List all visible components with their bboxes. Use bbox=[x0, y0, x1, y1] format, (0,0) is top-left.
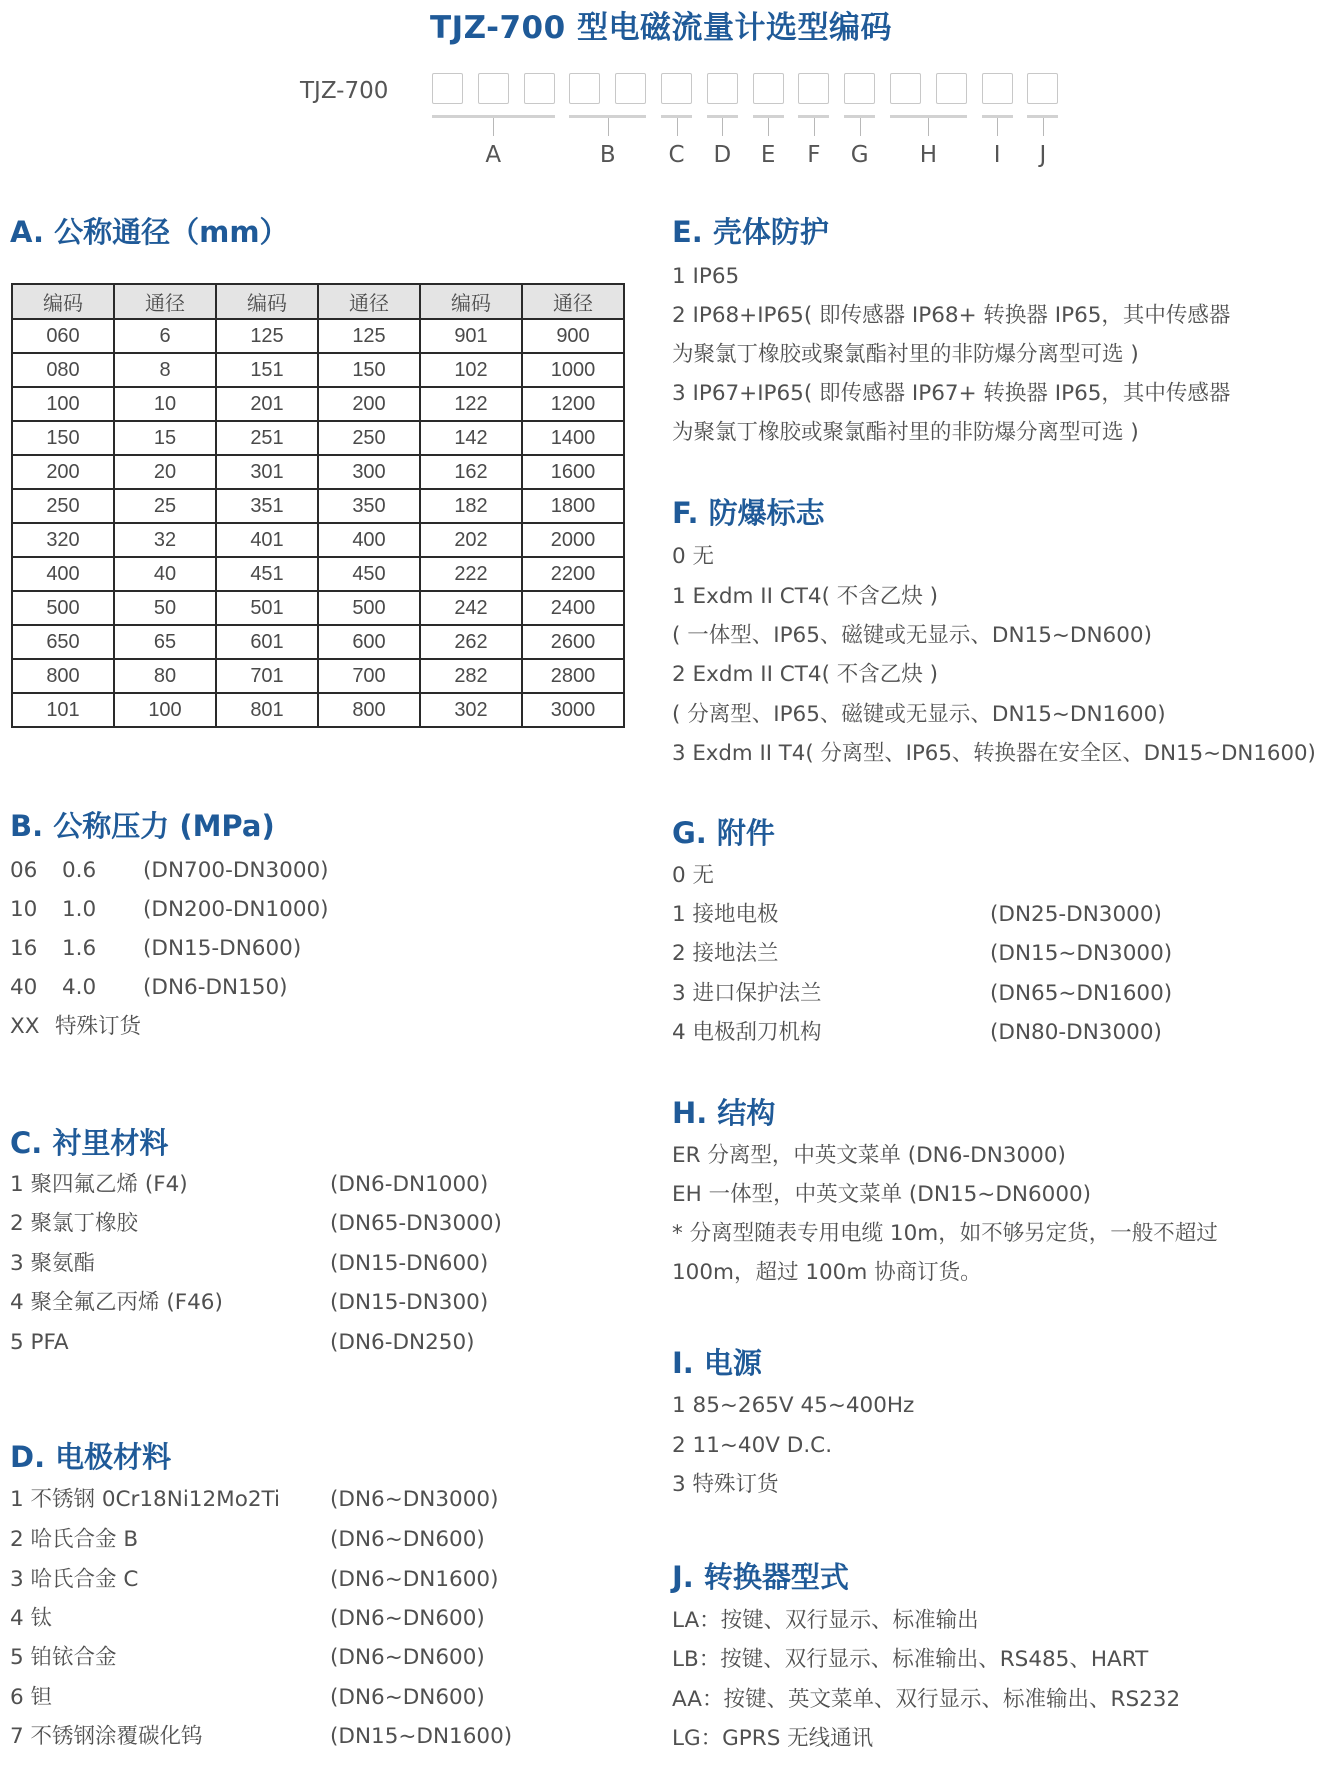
electrode-material: 7 不锈钢涂覆碳化钨 bbox=[10, 1724, 203, 1749]
electrode-range: (DN6~DN600) bbox=[330, 1527, 485, 1552]
table-row bbox=[12, 489, 624, 523]
table-cell: 40 bbox=[114, 557, 216, 591]
explosion-proof-item: 3 Exdm II T4( 分离型、IP65、转换器在安全区、DN15~DN1600) bbox=[672, 741, 1316, 766]
section-c-heading: C. 衬里材料 bbox=[10, 1126, 169, 1160]
table-cell: 1200 bbox=[522, 387, 624, 421]
code-box bbox=[844, 73, 875, 104]
group-tick bbox=[677, 118, 678, 136]
group-letter-a: A bbox=[485, 142, 502, 168]
table-cell: 100 bbox=[12, 387, 114, 421]
table-cell: 302 bbox=[420, 693, 522, 727]
table-cell: 080 bbox=[12, 353, 114, 387]
power-item: 1 85~265V 45~400Hz bbox=[672, 1393, 915, 1418]
table-cell: 101 bbox=[12, 693, 114, 727]
table-row bbox=[12, 591, 624, 625]
column-header: 通径 bbox=[318, 284, 420, 319]
accessory-item: 0 无 bbox=[672, 863, 715, 888]
table-cell: 2800 bbox=[522, 659, 624, 693]
converter-item: LB：按键、双行显示、标准输出、RS485、HART bbox=[672, 1647, 1149, 1672]
column-header: 通径 bbox=[522, 284, 624, 319]
pressure-code: 06 bbox=[10, 858, 38, 883]
section-a-heading: A. 公称通径（mm） bbox=[10, 215, 289, 249]
explosion-proof-item: 0 无 bbox=[672, 544, 715, 569]
lining-range: (DN6-DN1000) bbox=[330, 1172, 489, 1197]
table-cell: 1800 bbox=[522, 489, 624, 523]
table-cell: 800 bbox=[318, 693, 420, 727]
group-tick bbox=[768, 118, 769, 136]
table-row bbox=[12, 387, 624, 421]
table-cell: 50 bbox=[114, 591, 216, 625]
table-cell: 250 bbox=[12, 489, 114, 523]
table-cell: 150 bbox=[12, 421, 114, 455]
group-tick bbox=[722, 118, 723, 136]
group-tick bbox=[493, 118, 494, 136]
table-cell: 25 bbox=[114, 489, 216, 523]
lining-material: 1 聚四氟乙烯 (F4) bbox=[10, 1172, 188, 1197]
table-cell: 282 bbox=[420, 659, 522, 693]
pressure-code: 16 bbox=[10, 936, 38, 961]
lining-material: 5 PFA bbox=[10, 1330, 69, 1355]
code-box bbox=[707, 73, 738, 104]
lining-range: (DN15-DN300) bbox=[330, 1290, 489, 1315]
table-row bbox=[12, 523, 624, 557]
code-prefix: TJZ-700 bbox=[300, 78, 389, 104]
accessory-range: (DN65~DN1600) bbox=[990, 981, 1173, 1006]
pressure-code: 10 bbox=[10, 897, 38, 922]
group-letter-j: J bbox=[1039, 142, 1047, 168]
group-letter-h: H bbox=[919, 142, 938, 168]
pressure-code: XX bbox=[10, 1014, 40, 1039]
pressure-range: (DN6-DN150) bbox=[143, 975, 288, 1000]
table-cell: 102 bbox=[420, 353, 522, 387]
group-letter-i: I bbox=[993, 142, 1001, 168]
section-b-heading: B. 公称压力 (MPa) bbox=[10, 809, 275, 843]
group-letter-d: D bbox=[713, 142, 732, 168]
code-box bbox=[936, 73, 967, 104]
table-cell: 150 bbox=[318, 353, 420, 387]
accessory-range: (DN80-DN3000) bbox=[990, 1020, 1162, 1045]
table-row bbox=[12, 693, 624, 727]
power-item: 2 11~40V D.C. bbox=[672, 1433, 833, 1458]
table-cell: 701 bbox=[216, 659, 318, 693]
lining-material: 2 聚氯丁橡胶 bbox=[10, 1211, 139, 1236]
group-tick bbox=[814, 118, 815, 136]
converter-item: LA：按键、双行显示、标准输出 bbox=[672, 1608, 979, 1633]
code-box bbox=[615, 73, 646, 104]
pressure-code: 40 bbox=[10, 975, 38, 1000]
section-h-heading: H. 结构 bbox=[672, 1096, 776, 1130]
table-cell: 125 bbox=[216, 319, 318, 353]
group-tick bbox=[1043, 118, 1044, 136]
table-cell: 162 bbox=[420, 455, 522, 489]
table-cell: 200 bbox=[318, 387, 420, 421]
table-cell: 1600 bbox=[522, 455, 624, 489]
accessory-range: (DN25-DN3000) bbox=[990, 902, 1162, 927]
table-row bbox=[12, 353, 624, 387]
code-box bbox=[524, 73, 555, 104]
table-cell: 2200 bbox=[522, 557, 624, 591]
structure-item: * 分离型随表专用电缆 10m，如不够另定货，一般不超过 bbox=[672, 1221, 1218, 1246]
table-cell: 500 bbox=[318, 591, 420, 625]
code-box bbox=[753, 73, 784, 104]
group-tick bbox=[997, 118, 998, 136]
electrode-range: (DN6~DN1600) bbox=[330, 1567, 499, 1592]
table-cell: 301 bbox=[216, 455, 318, 489]
accessory-range: (DN15~DN3000) bbox=[990, 941, 1173, 966]
lining-material: 4 聚全氟乙丙烯 (F46) bbox=[10, 1290, 223, 1315]
group-letter-e: E bbox=[760, 142, 776, 168]
table-cell: 15 bbox=[114, 421, 216, 455]
electrode-material: 5 铂铱合金 bbox=[10, 1645, 117, 1670]
table-cell: 320 bbox=[12, 523, 114, 557]
explosion-proof-item: 1 Exdm II CT4( 不含乙炔 ) bbox=[672, 584, 939, 609]
table-cell: 182 bbox=[420, 489, 522, 523]
explosion-proof-item: 2 Exdm II CT4( 不含乙炔 ) bbox=[672, 662, 939, 687]
table-cell: 125 bbox=[318, 319, 420, 353]
accessory-item: 4 电极刮刀机构 bbox=[672, 1020, 822, 1045]
table-cell: 2600 bbox=[522, 625, 624, 659]
table-cell: 262 bbox=[420, 625, 522, 659]
section-d-heading: D. 电极材料 bbox=[10, 1440, 172, 1474]
table-cell: 501 bbox=[216, 591, 318, 625]
table-cell: 400 bbox=[12, 557, 114, 591]
structure-item: 100m，超过 100m 协商订货。 bbox=[672, 1260, 982, 1285]
section-g-heading: G. 附件 bbox=[672, 816, 775, 850]
table-cell: 650 bbox=[12, 625, 114, 659]
column-header: 编码 bbox=[12, 284, 114, 319]
nominal-diameter-table bbox=[11, 283, 625, 728]
pressure-value: 特殊订货 bbox=[55, 1014, 142, 1039]
group-letter-g: G bbox=[850, 142, 869, 168]
lining-material: 3 聚氨酯 bbox=[10, 1251, 96, 1276]
table-cell: 500 bbox=[12, 591, 114, 625]
enclosure-item: 3 IP67+IP65( 即传感器 IP67+ 转换器 IP65，其中传感器 bbox=[672, 381, 1231, 406]
structure-item: EH 一体型，中英文菜单 (DN15~DN6000) bbox=[672, 1182, 1092, 1207]
pressure-range: (DN700-DN3000) bbox=[143, 858, 329, 883]
table-cell: 800 bbox=[12, 659, 114, 693]
table-cell: 900 bbox=[522, 319, 624, 353]
page-title: TJZ-700 型电磁流量计选型编码 bbox=[430, 10, 892, 46]
group-letter-f: F bbox=[807, 142, 821, 168]
table-cell: 3000 bbox=[522, 693, 624, 727]
table-cell: 2400 bbox=[522, 591, 624, 625]
electrode-range: (DN6~DN3000) bbox=[330, 1487, 499, 1512]
explosion-proof-item: ( 分离型、IP65、磁键或无显示、DN15~DN1600) bbox=[672, 702, 1166, 727]
lining-range: (DN65-DN3000) bbox=[330, 1211, 502, 1236]
table-cell: 1000 bbox=[522, 353, 624, 387]
code-box bbox=[478, 73, 509, 104]
pressure-range: (DN200-DN1000) bbox=[143, 897, 329, 922]
table-row bbox=[12, 557, 624, 591]
table-cell: 901 bbox=[420, 319, 522, 353]
pressure-value: 4.0 bbox=[62, 975, 97, 1000]
pressure-value: 1.0 bbox=[62, 897, 97, 922]
section-f-heading: F. 防爆标志 bbox=[672, 496, 825, 530]
table-cell: 2000 bbox=[522, 523, 624, 557]
code-box bbox=[1027, 73, 1058, 104]
table-cell: 20 bbox=[114, 455, 216, 489]
table-cell: 401 bbox=[216, 523, 318, 557]
enclosure-item: 2 IP68+IP65( 即传感器 IP68+ 转换器 IP65，其中传感器 bbox=[672, 303, 1231, 328]
column-header: 编码 bbox=[420, 284, 522, 319]
accessory-item: 2 接地法兰 bbox=[672, 941, 779, 966]
table-cell: 222 bbox=[420, 557, 522, 591]
table-cell: 451 bbox=[216, 557, 318, 591]
pressure-value: 0.6 bbox=[62, 858, 97, 883]
table-cell: 350 bbox=[318, 489, 420, 523]
group-tick bbox=[608, 118, 609, 136]
electrode-range: (DN6~DN600) bbox=[330, 1606, 485, 1631]
table-cell: 250 bbox=[318, 421, 420, 455]
electrode-material: 2 哈氏合金 B bbox=[10, 1527, 139, 1552]
table-header-row bbox=[12, 284, 624, 319]
table-cell: 801 bbox=[216, 693, 318, 727]
electrode-material: 4 钛 bbox=[10, 1606, 53, 1631]
table-cell: 122 bbox=[420, 387, 522, 421]
explosion-proof-item: ( 一体型、IP65、磁键或无显示、DN15~DN600) bbox=[672, 623, 1152, 648]
table-cell: 100 bbox=[114, 693, 216, 727]
code-box bbox=[982, 73, 1013, 104]
table-cell: 65 bbox=[114, 625, 216, 659]
code-box bbox=[569, 73, 600, 104]
lining-range: (DN15-DN600) bbox=[330, 1251, 489, 1276]
table-cell: 242 bbox=[420, 591, 522, 625]
table-row bbox=[12, 625, 624, 659]
group-tick bbox=[860, 118, 861, 136]
table-cell: 600 bbox=[318, 625, 420, 659]
table-cell: 32 bbox=[114, 523, 216, 557]
electrode-material: 1 不锈钢 0Cr18Ni12Mo2Ti bbox=[10, 1487, 280, 1512]
table-cell: 601 bbox=[216, 625, 318, 659]
section-e-heading: E. 壳体防护 bbox=[672, 215, 829, 249]
section-j-heading: J. 转换器型式 bbox=[672, 1560, 849, 1594]
table-cell: 10 bbox=[114, 387, 216, 421]
converter-item: AA：按键、英文菜单、双行显示、标准输出、RS232 bbox=[672, 1687, 1181, 1712]
table-cell: 8 bbox=[114, 353, 216, 387]
structure-item: ER 分离型，中英文菜单 (DN6-DN3000) bbox=[672, 1143, 1066, 1168]
electrode-range: (DN15~DN1600) bbox=[330, 1724, 513, 1749]
table-row bbox=[12, 659, 624, 693]
electrode-range: (DN6~DN600) bbox=[330, 1645, 485, 1670]
electrode-material: 6 钽 bbox=[10, 1685, 53, 1710]
table-cell: 142 bbox=[420, 421, 522, 455]
table-row bbox=[12, 455, 624, 489]
accessory-item: 3 进口保护法兰 bbox=[672, 981, 822, 1006]
group-letter-b: B bbox=[599, 142, 616, 168]
table-cell: 151 bbox=[216, 353, 318, 387]
code-box bbox=[798, 73, 829, 104]
power-item: 3 特殊订货 bbox=[672, 1472, 779, 1497]
code-box bbox=[432, 73, 463, 104]
group-letter-c: C bbox=[668, 142, 685, 168]
table-row bbox=[12, 319, 624, 353]
table-cell: 251 bbox=[216, 421, 318, 455]
group-tick bbox=[928, 118, 929, 136]
table-cell: 202 bbox=[420, 523, 522, 557]
pressure-range: (DN15-DN600) bbox=[143, 936, 302, 961]
table-cell: 300 bbox=[318, 455, 420, 489]
column-header: 通径 bbox=[114, 284, 216, 319]
column-header: 编码 bbox=[216, 284, 318, 319]
pressure-value: 1.6 bbox=[62, 936, 97, 961]
table-cell: 060 bbox=[12, 319, 114, 353]
accessory-item: 1 接地电极 bbox=[672, 902, 779, 927]
table-cell: 400 bbox=[318, 523, 420, 557]
electrode-material: 3 哈氏合金 C bbox=[10, 1567, 139, 1592]
converter-item: LG：GPRS 无线通讯 bbox=[672, 1726, 874, 1751]
table-cell: 200 bbox=[12, 455, 114, 489]
table-cell: 450 bbox=[318, 557, 420, 591]
enclosure-item: 1 IP65 bbox=[672, 264, 740, 289]
table-body bbox=[12, 319, 624, 727]
section-i-heading: I. 电源 bbox=[672, 1346, 762, 1380]
lining-range: (DN6-DN250) bbox=[330, 1330, 475, 1355]
table-cell: 700 bbox=[318, 659, 420, 693]
table-cell: 6 bbox=[114, 319, 216, 353]
enclosure-item: 为聚氯丁橡胶或聚氯酯衬里的非防爆分离型可选 ) bbox=[672, 342, 1139, 367]
table-row bbox=[12, 421, 624, 455]
code-box bbox=[890, 73, 921, 104]
table-cell: 80 bbox=[114, 659, 216, 693]
table-cell: 351 bbox=[216, 489, 318, 523]
table-cell: 201 bbox=[216, 387, 318, 421]
table-cell: 1400 bbox=[522, 421, 624, 455]
enclosure-item: 为聚氯丁橡胶或聚氯酯衬里的非防爆分离型可选 ) bbox=[672, 420, 1139, 445]
electrode-range: (DN6~DN600) bbox=[330, 1685, 485, 1710]
code-box bbox=[661, 73, 692, 104]
